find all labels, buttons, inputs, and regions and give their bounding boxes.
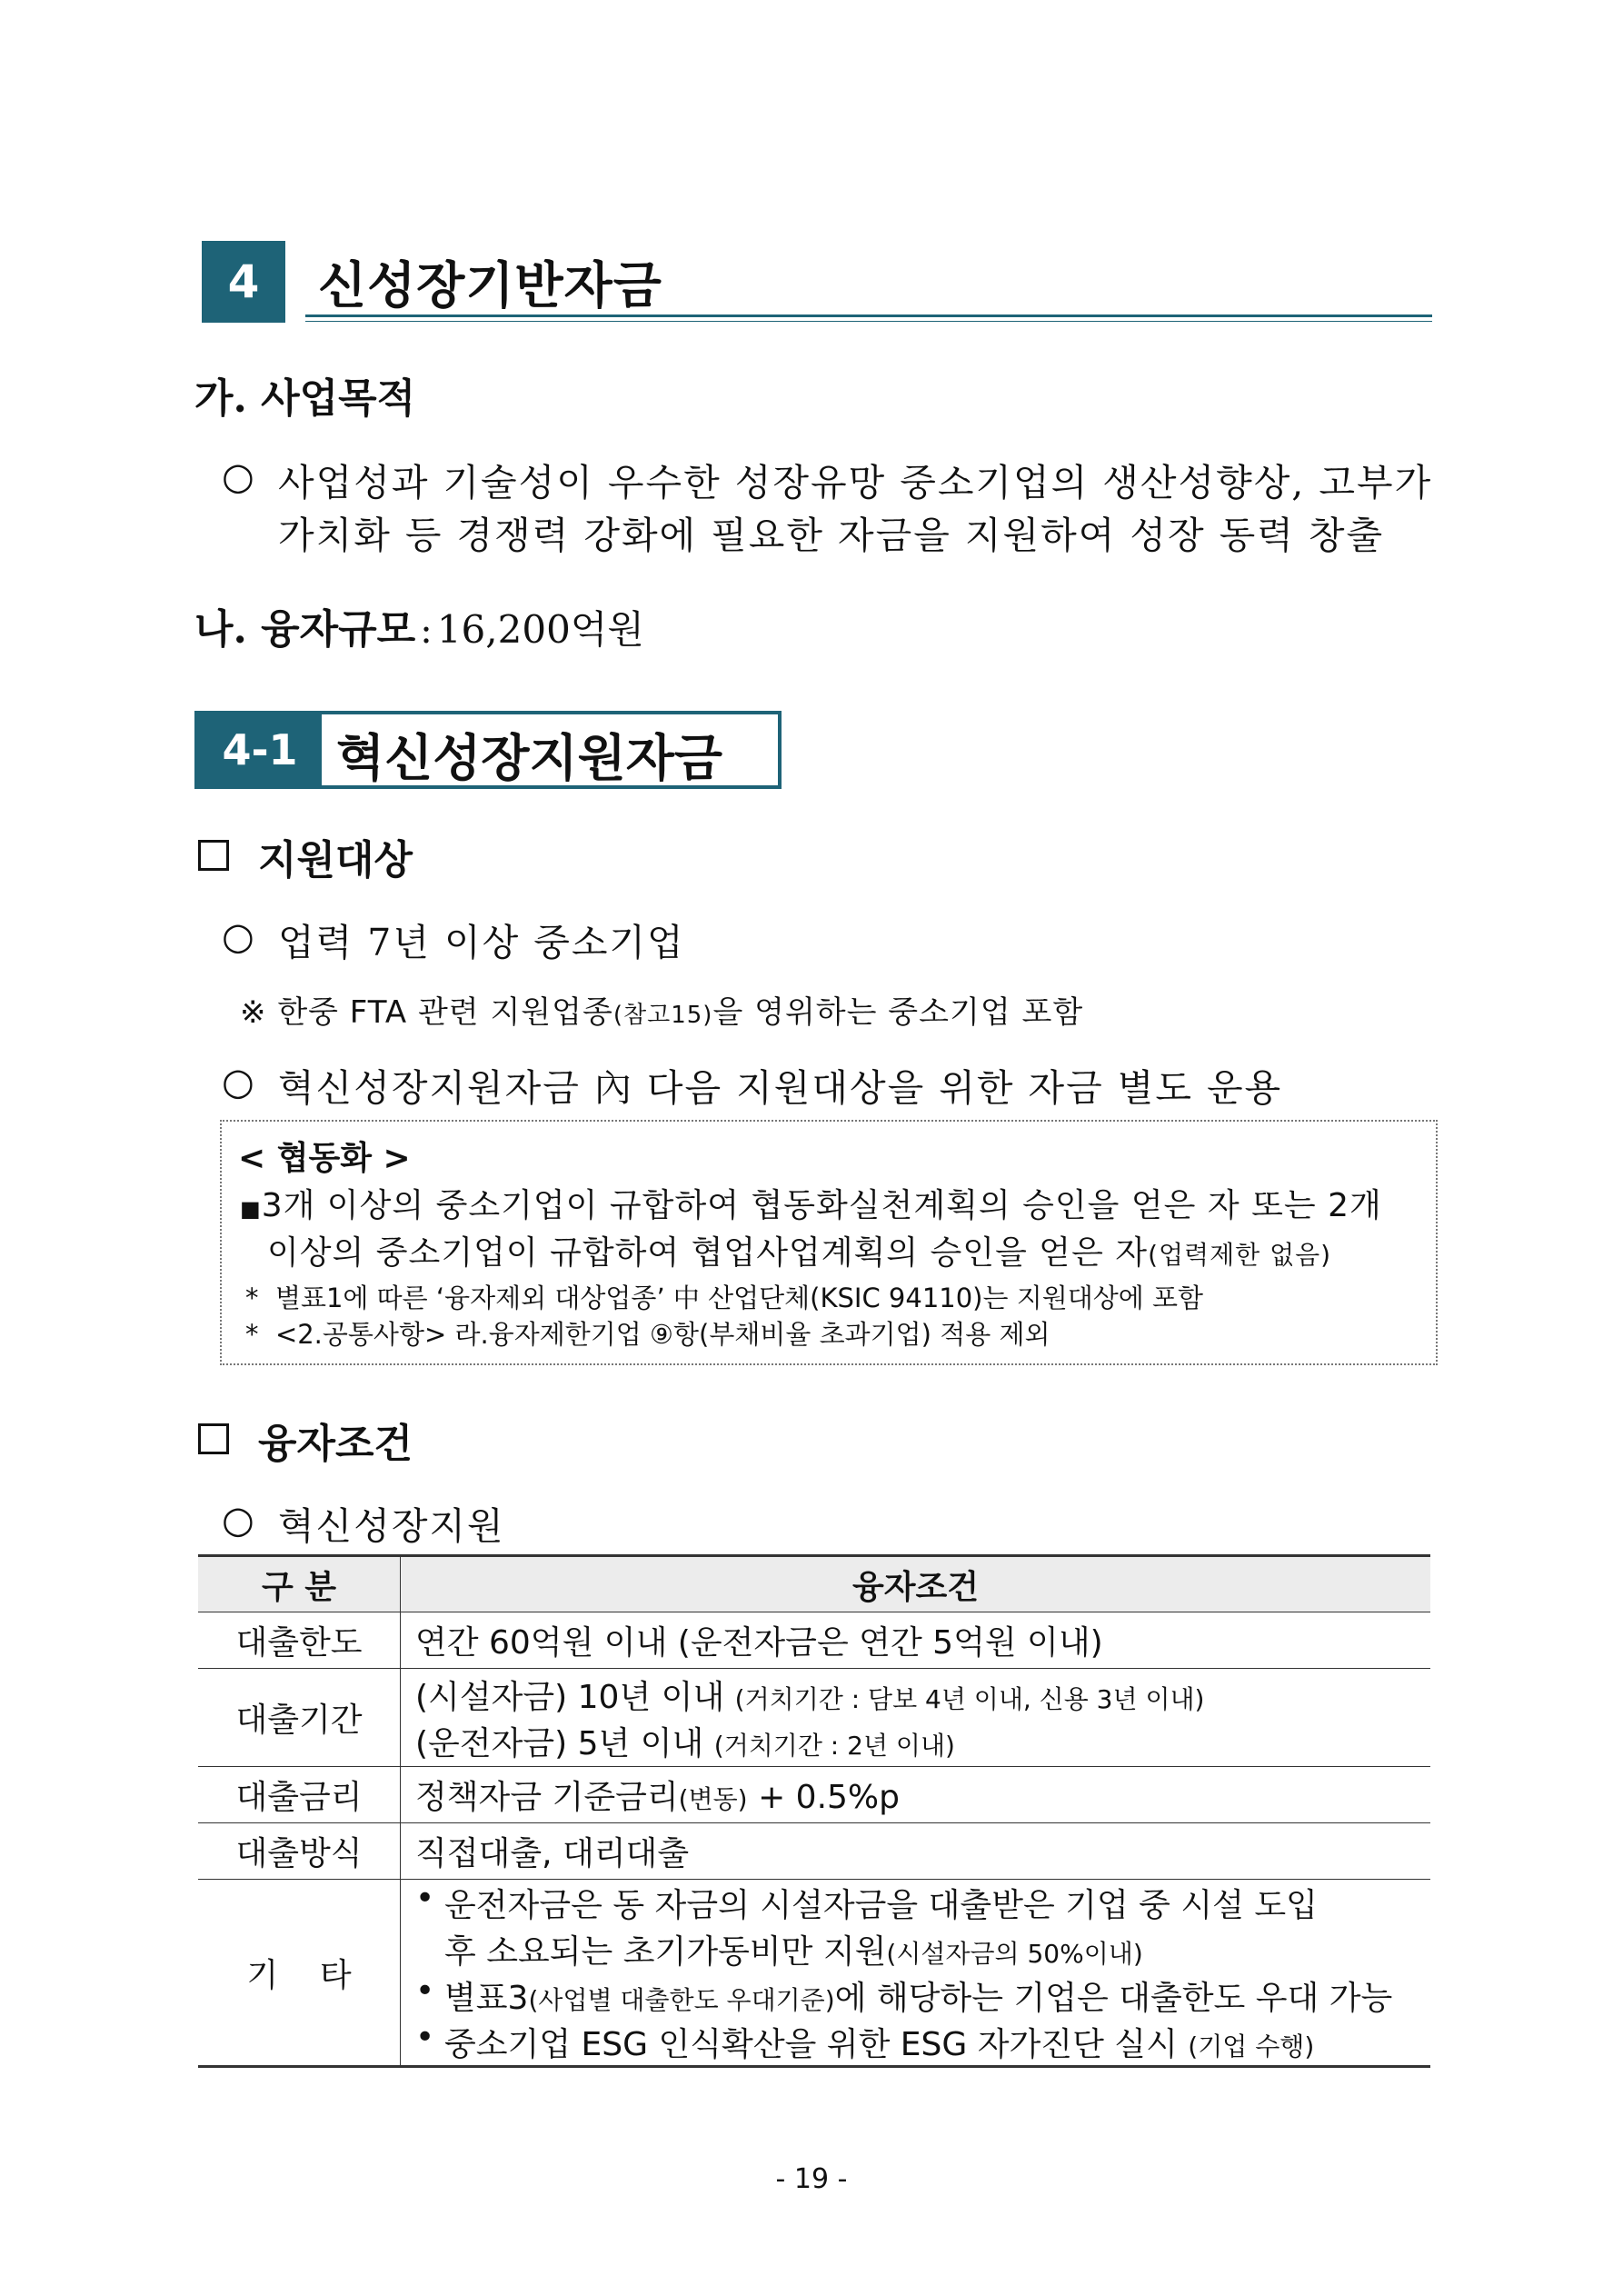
bullet-dot-icon: • <box>415 2019 435 2056</box>
rate-main: 정책자금 기준금리 <box>415 1779 679 1816</box>
page-number: - 19 - <box>775 2163 848 2195</box>
other-bullet-2 <box>415 1972 1416 2019</box>
fta-note-ref: (참고15) <box>612 1002 713 1029</box>
table-row <box>198 1767 1430 1823</box>
table-header-conditions: 융자조건 <box>401 1556 1431 1612</box>
row-label: 대출방식 <box>198 1823 401 1880</box>
cooperation-line-1 <box>240 1180 1382 1226</box>
cooperation-line-2 <box>267 1227 1331 1273</box>
cooperation-line-2-small: (업력제한 없음) <box>1148 1240 1332 1270</box>
fta-note <box>240 987 1083 1032</box>
purpose-line-2: 가치화 등 경쟁력 강화에 필요한 자금을 지원하여 성장 동력 창출 <box>278 514 1385 557</box>
cooperation-note-2 <box>245 1314 1050 1352</box>
target-item-2: 혁신성장지원자금 內 다음 지원대상을 위한 자금 별도 운용 <box>278 1066 1283 1110</box>
row-value <box>401 1880 1431 2067</box>
target-bullet-2: ○ <box>222 1060 256 1103</box>
cooperation-line-1-text: 3개 이상의 중소기업이 규합하여 협동화실천계획의 승인을 얻은 자 또는 2개 <box>261 1187 1382 1224</box>
cooperation-line-2-main: 이상의 중소기업이 규합하여 협업사업계획의 승인을 얻은 자 <box>267 1234 1149 1272</box>
cooperation-note-1 <box>245 1278 1203 1315</box>
checkbox-icon <box>198 1423 229 1454</box>
purpose-bullet: ○ <box>222 454 256 498</box>
row-value: 직접대출, 대리대출 <box>401 1823 1431 1880</box>
row-value <box>401 1767 1431 1823</box>
term-line-2-small: (거치기간 : 2년 이내) <box>713 1730 955 1761</box>
bullet-dot-icon: • <box>415 1972 435 2010</box>
other-bullet-1-line-2-main: 후 소요되는 초기가동비만 지원 <box>444 1933 887 1971</box>
other-bullet-3-small: (기업 수행) <box>1188 2031 1315 2061</box>
table-row <box>198 1823 1430 1880</box>
row-label: 대출금리 <box>198 1767 401 1823</box>
row-label: 기 타 <box>198 1880 401 2067</box>
rate-small: (변동) <box>678 1784 748 1814</box>
cooperation-title: < 협동화 > <box>238 1140 411 1177</box>
term-line-2 <box>415 1718 1416 1764</box>
other-bullet-2-main-1: 별표3 <box>444 1980 529 2017</box>
cooperation-note-1-text: 별표1에 따른 ‘융자제외 대상업종’ 中 산업단체(KSIC 94110)는 지원대상에 포함 <box>274 1283 1204 1313</box>
loan-scale-colon: : <box>420 610 433 652</box>
checkbox-icon <box>198 840 229 871</box>
other-bullet-3-main: 중소기업 ESG 인식확산을 위한 ESG 자가진단 실시 <box>444 2026 1178 2063</box>
loan-scale-value: 16,200억원 <box>436 607 644 652</box>
loan-conditions-table <box>198 1554 1430 2068</box>
rate-rest: + 0.5%p <box>758 1779 900 1816</box>
term-line-1 <box>415 1672 1416 1718</box>
table-header-category: 구 분 <box>198 1556 401 1612</box>
term-line-1-main: (시설자금) 10년 이내 <box>415 1678 725 1716</box>
other-bullet-1-line-2 <box>444 1926 1318 1972</box>
table-row <box>198 1612 1430 1669</box>
target-item-1: 업력 7년 이상 중소기업 <box>278 921 685 964</box>
other-bullet-1 <box>415 1880 1416 1972</box>
row-label: 대출한도 <box>198 1612 401 1669</box>
bullet-dot-icon: • <box>415 1880 435 1917</box>
other-bullet-1-line-2-small: (시설자금의 50%이내) <box>886 1939 1143 1969</box>
purpose-heading: 가. 사업목적 <box>194 375 416 422</box>
support-target-heading: 지원대상 <box>258 837 413 883</box>
row-value <box>401 1669 1431 1767</box>
subsection-title: 혁신성장지원자금 <box>336 729 723 787</box>
table-row <box>198 1880 1430 2067</box>
square-bullet-icon: ■ <box>240 1196 262 1222</box>
other-bullet-2-main-2: 에 해당하는 기업은 대출한도 우대 가능 <box>834 1980 1393 2017</box>
loan-conditions-heading: 융자조건 <box>258 1421 413 1467</box>
row-label: 대출기간 <box>198 1669 401 1767</box>
other-bullet-1-line-1: 운전자금은 동 자금의 시설자금을 대출받은 기업 중 시설 도입 <box>444 1887 1318 1924</box>
table-header-row <box>198 1556 1430 1612</box>
row-value: 연간 60억원 이내 (운전자금은 연간 5억원 이내) <box>401 1612 1431 1669</box>
asterisk-1: * <box>245 1283 259 1313</box>
section-title-rule-thin <box>305 321 1432 322</box>
section-title: 신성장기반자금 <box>318 256 662 314</box>
subsection-divider <box>322 714 327 785</box>
section-title-rule <box>305 314 1432 317</box>
term-line-1-small: (거치기간 : 담보 4년 이내, 신용 3년 이내) <box>734 1683 1205 1714</box>
section-number: 4 <box>202 241 285 323</box>
cooperation-note-2-text: <2.공통사항> 라.융자제한기업 ⑨항(부채비율 초과기업) 적용 제외 <box>274 1319 1050 1350</box>
other-bullet-2-small: (사업별 대출한도 우대기준) <box>528 1985 835 2015</box>
table-row <box>198 1669 1430 1767</box>
conditions-subheading: 혁신성장지원 <box>278 1504 505 1548</box>
purpose-line-1: 사업성과 기술성이 우수한 성장유망 중소기업의 생산성향상, 고부가 <box>278 461 1433 504</box>
subsection-number: 4-1 <box>198 714 322 785</box>
asterisk-2: * <box>245 1319 259 1350</box>
loan-scale-row <box>194 596 644 654</box>
target-bullet-1: ○ <box>222 914 256 958</box>
fta-note-rest: 을 영위하는 중소기업 포함 <box>712 994 1084 1031</box>
fta-note-main: 한중 FTA 관련 지원업종 <box>277 994 613 1031</box>
term-line-2-main: (운전자금) 5년 이내 <box>415 1724 704 1762</box>
other-bullet-3 <box>415 2019 1416 2065</box>
reference-mark: ※ <box>240 994 267 1031</box>
conditions-bullet: ○ <box>222 1498 256 1542</box>
loan-scale-heading: 나. 융자규모 <box>194 606 416 653</box>
